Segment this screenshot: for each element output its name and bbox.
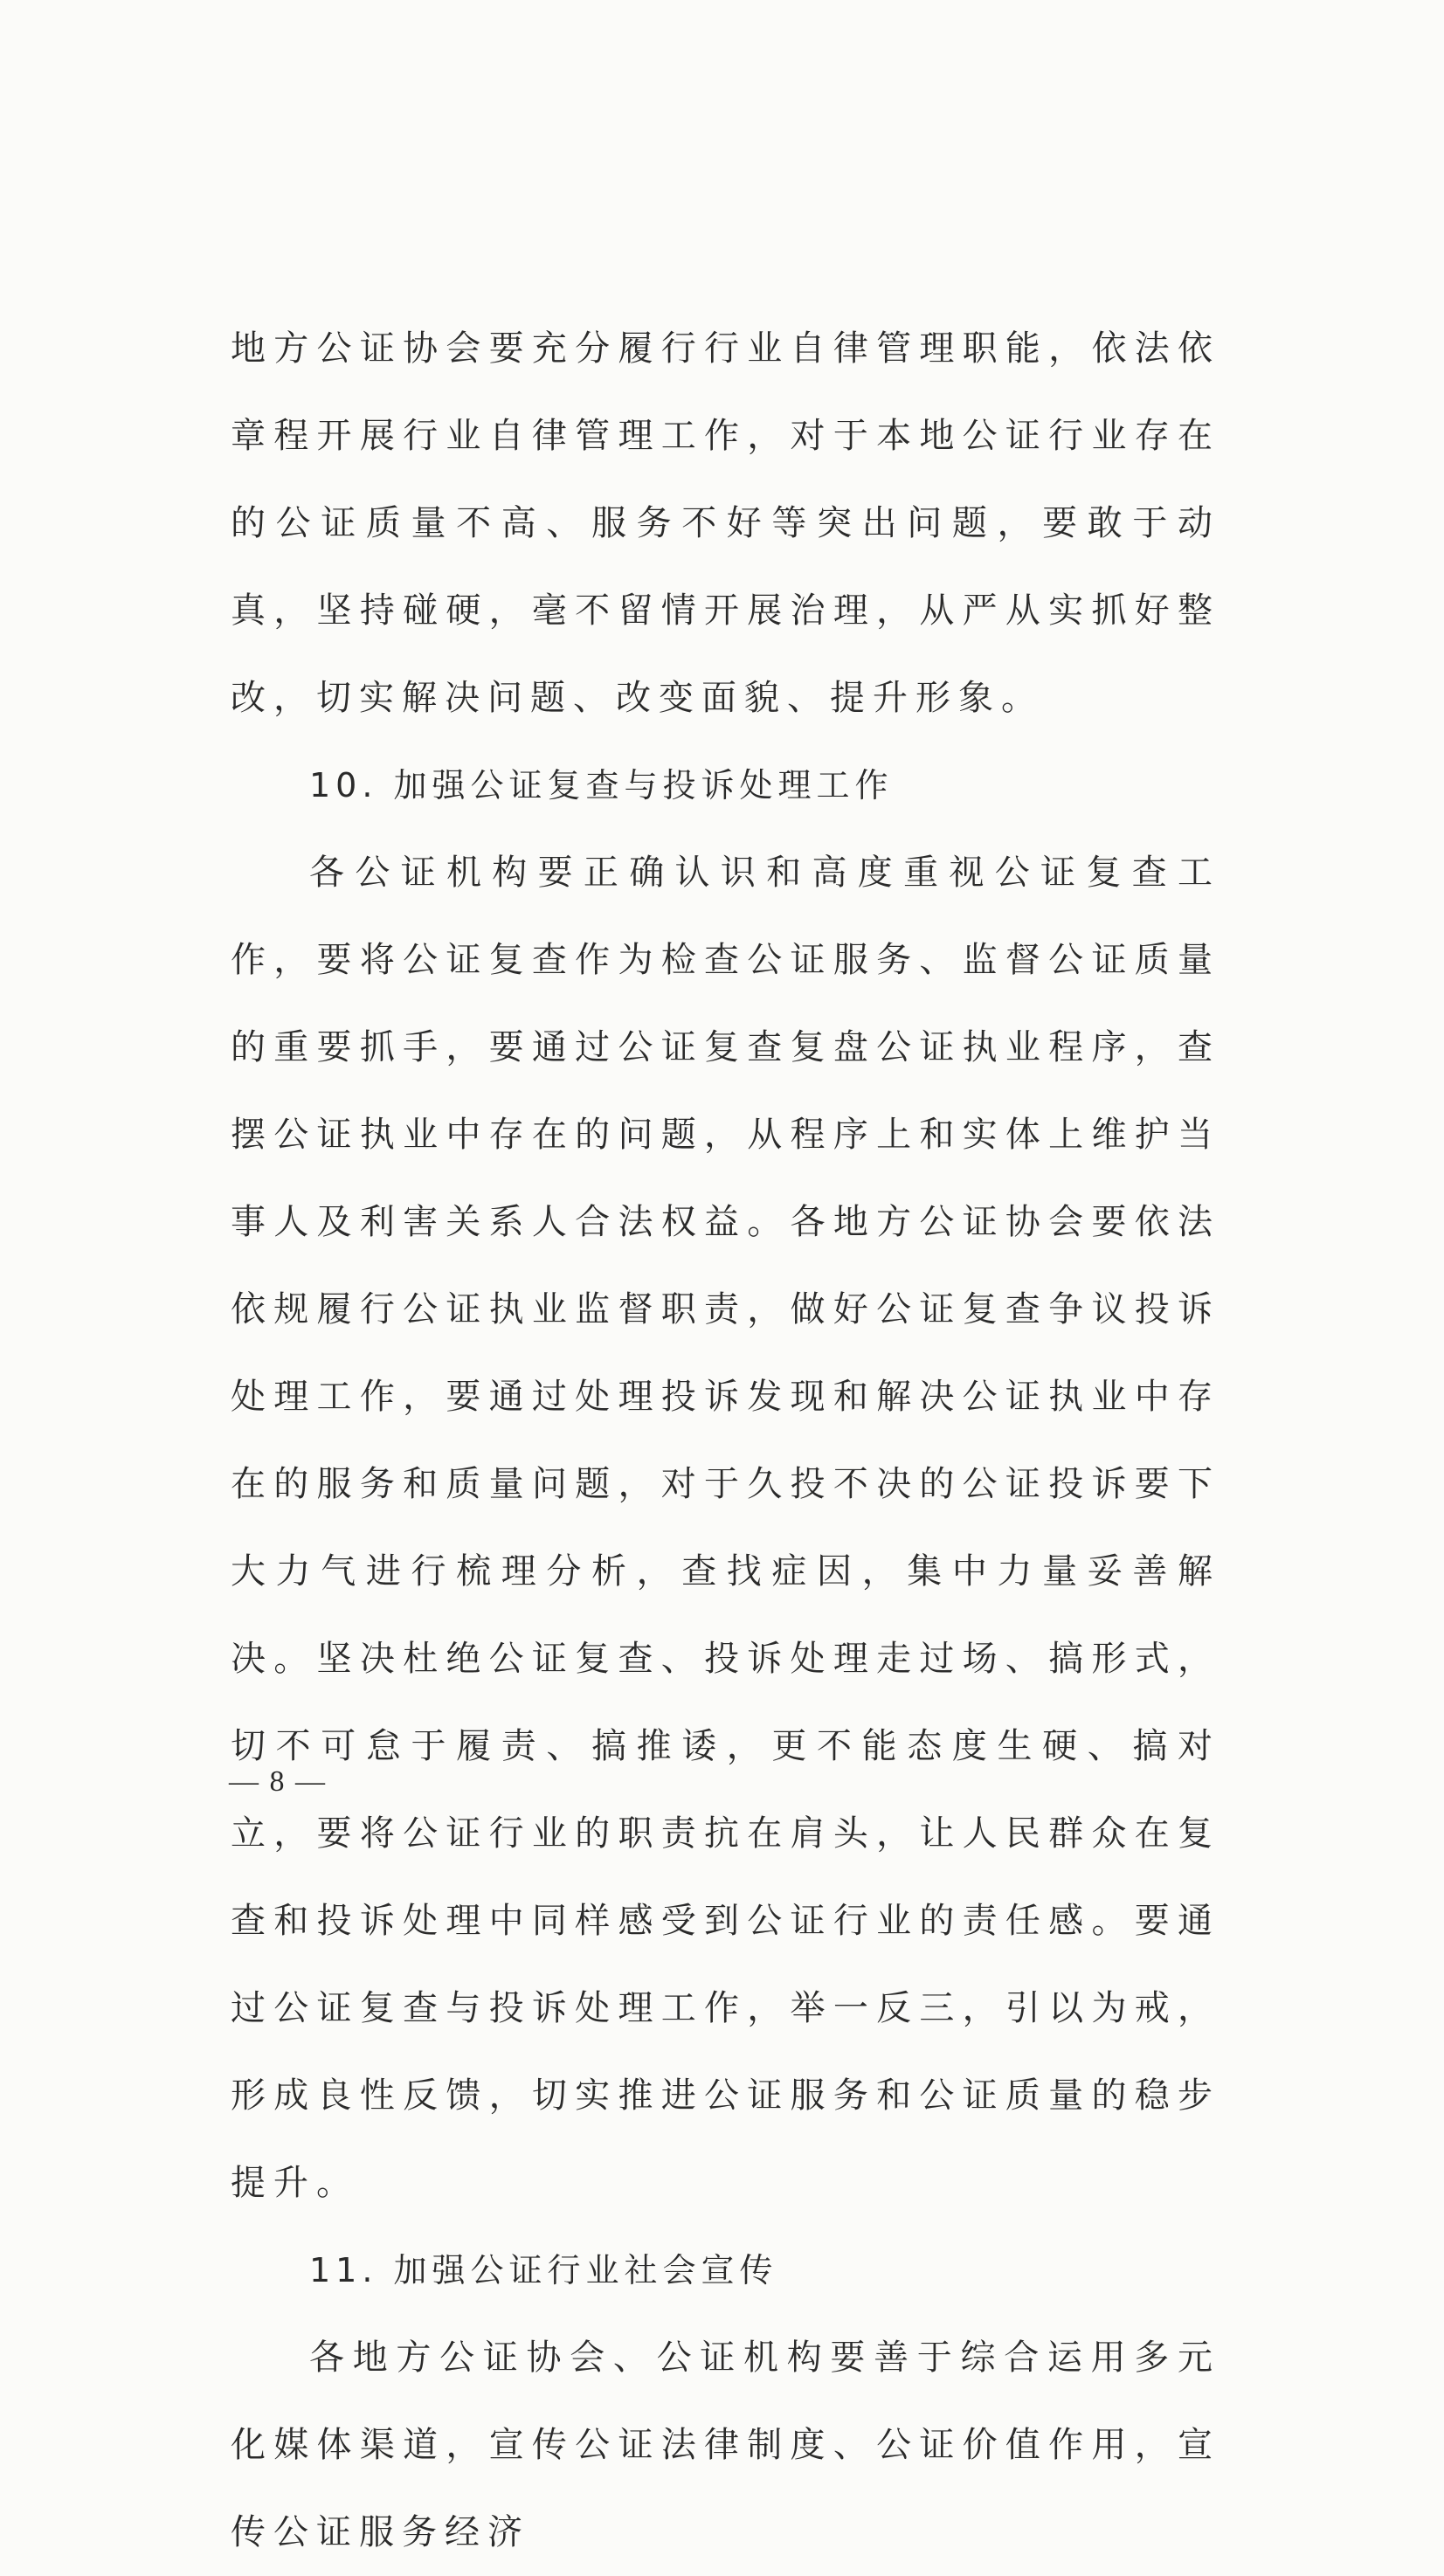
paragraph-self-regulation: 地方公证协会要充分履行行业自律管理职能，依法依章程开展行业自律管理工作，对于本地公证行业存在的公证质量不高、服务不好等突出问题，要敢于动真，坚持碰硬，毫不留情开展治理，从严从实抓好整改，切实解决问题、改变面貌、提升形象。 [231,328,1220,718]
section-heading-11: 11. 加强公证行业社会宣传 [309,2251,778,2289]
paragraph-review-complaints: 各公证机构要正确认识和高度重视公证复查工作，要将公证复查作为检查公证服务、监督公证质量的重要抓手，要通过公证复查复盘公证执业程序，查摆公证执业中存在的问题，从程序上和实体上维护当事人及利害关系人合法权益。各地方公证协会要依法依规履行公证执业监督职责，做好公证复查争议投诉处理工作，要通过处理投诉发现和解决公证执业中存在的服务和质量问题，对于久投不决的公证投诉要下大力气进行梳理分析，查找症因，集中力量妥善解决。坚决杜绝公证复查、投诉处理走过场、搞形式，切不可怠于履责、搞推诿，更不能态度生硬、搞对立，要将公证行业的职责抗在肩头，让人民群众在复查和投诉处理中同样感受到公证行业的责任感。要通过公证复查与投诉处理工作，举一反三，引以为戒，形成良性反馈，切实推进公证服务和公证质量的稳步提升。 [231,853,1220,2203]
page-number: — 8 — [229,1765,327,1798]
paragraph-publicity: 各地方公证协会、公证机构要善于综合运用多元化媒体渠道，宣传公证法律制度、公证价值作用，宣传公证服务经济 [231,2338,1220,2552]
body-text [231,305,1220,2576]
section-heading-10: 10. 加强公证复查与投诉处理工作 [309,766,894,805]
